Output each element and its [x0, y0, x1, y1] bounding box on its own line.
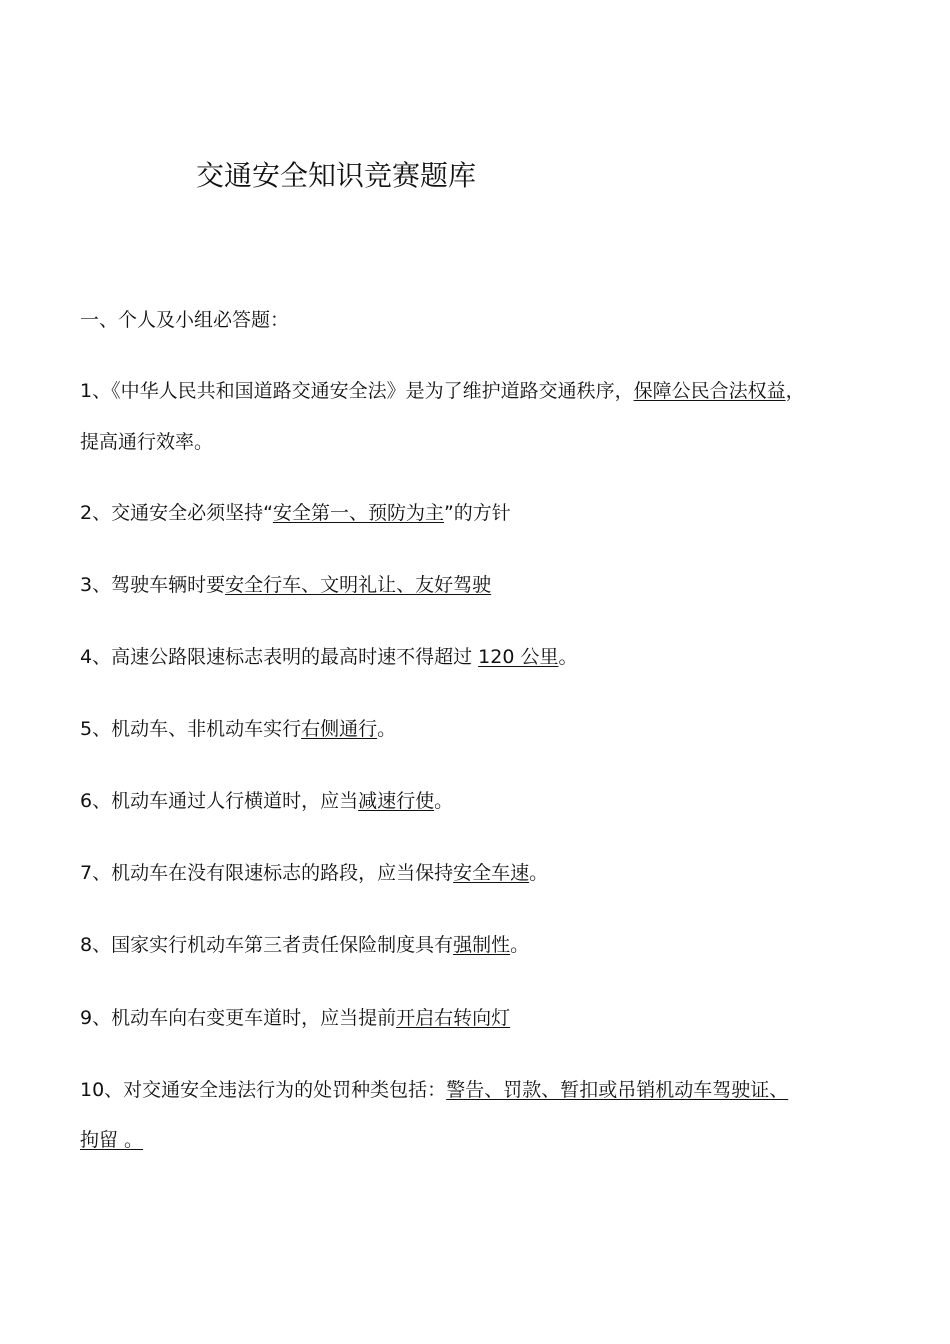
- question-3-answer: 安全行车、文明礼让、友好驾驶: [225, 574, 492, 596]
- question-2: [80, 499, 511, 527]
- question-7-answer: 安全车速: [453, 862, 530, 884]
- question-8: [80, 931, 529, 959]
- section-heading: 一、个人及小组必答题：: [80, 309, 290, 331]
- question-6-answer: 减速行使: [358, 790, 435, 812]
- question-7-suffix: 。: [529, 862, 549, 884]
- question-10-continuation-answer: 拘留 。: [80, 1129, 144, 1151]
- question-3: [80, 571, 491, 599]
- question-6: [80, 787, 453, 815]
- question-1-suffix: ，: [785, 380, 805, 402]
- question-2-suffix: ”的方针: [443, 502, 511, 524]
- question-5-suffix: 。: [377, 718, 397, 740]
- question-2-prefix: 2、交通安全必须坚持“: [80, 502, 273, 524]
- document-title: 交通安全知识竞赛题库: [196, 159, 477, 192]
- question-7: [80, 859, 548, 887]
- question-8-answer: 强制性: [453, 934, 511, 956]
- question-5-prefix: 5、机动车、非机动车实行: [80, 718, 302, 740]
- question-5-answer: 右侧通行: [301, 718, 378, 740]
- question-10-continuation: [80, 1126, 143, 1154]
- question-1: [80, 377, 805, 405]
- question-1-continuation: 提高通行效率。: [80, 431, 214, 453]
- question-4-suffix: 。: [558, 646, 578, 668]
- question-4-prefix: 4、高速公路限速标志表明的最高时速不得超过: [80, 646, 479, 668]
- question-9-prefix: 9、机动车向右变更车道时，应当提前: [80, 1007, 397, 1029]
- question-1-prefix: 1、《中华人民共和国道路交通安全法》是为了维护道路交通秩序，: [80, 380, 634, 402]
- question-4-answer: 120 公里: [478, 646, 559, 668]
- question-5: [80, 715, 396, 743]
- question-9-answer: 开启右转向灯: [396, 1007, 511, 1029]
- question-10-answer: 警告、罚款、暂扣或吊销机动车驾驶证、: [446, 1079, 789, 1101]
- question-8-prefix: 8、国家实行机动车第三者责任保险制度具有: [80, 934, 454, 956]
- question-3-prefix: 3、驾驶车辆时要: [80, 574, 226, 596]
- question-2-answer: 安全第一、预防为主: [272, 502, 444, 524]
- question-10-prefix: 10、对交通安全违法行为的处罚种类包括：: [80, 1079, 447, 1101]
- question-1-answer: 保障公民合法权益: [633, 380, 786, 402]
- question-9: [80, 1004, 510, 1032]
- question-6-prefix: 6、机动车通过人行横道时，应当: [80, 790, 359, 812]
- question-4: [80, 643, 577, 671]
- question-7-prefix: 7、机动车在没有限速标志的路段，应当保持: [80, 862, 454, 884]
- question-10: [80, 1076, 788, 1104]
- question-6-suffix: 。: [434, 790, 454, 812]
- question-8-suffix: 。: [510, 934, 530, 956]
